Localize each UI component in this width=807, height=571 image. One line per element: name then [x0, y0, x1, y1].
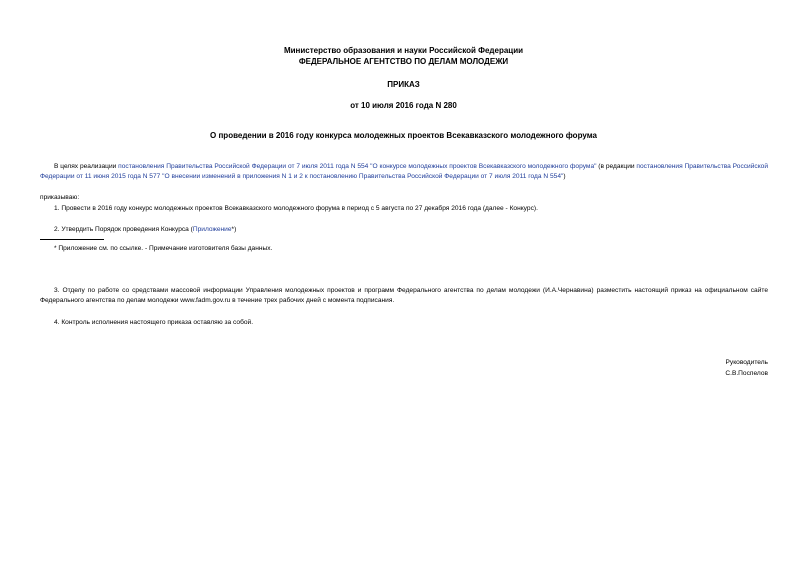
preamble-text-1: В целях реализации — [54, 163, 119, 170]
doc-type: ПРИКАЗ — [387, 80, 420, 89]
item-3: 3. Отделу по работе со средствами массовой информации Управления молодежных проектов и программ Федерального агентства по делам молодежи (И.А.Чернавина) разместить настоящий приказ на официальном сайте Федерального агентства по делам молодежи www.fadm.gov.ru в течение трех рабочих дней с момента подписания. — [40, 287, 768, 304]
agency-name: ФЕДЕРАЛЬНОЕ АГЕНТСТВО ПО ДЕЛАМ МОЛОДЕЖИ — [298, 57, 509, 66]
preamble-paragraph — [40, 162, 768, 182]
item-4: 4. Контроль исполнения настоящего приказа оставляю за собой. — [54, 319, 254, 326]
item-2 — [54, 225, 236, 235]
item-1: 1. Провести в 2016 году конкурс молодежных проектов Всекавказского молодежного форума в период с 5 августа по 27 декабря 2016 года (далее - Конкурс). — [54, 205, 538, 212]
doc-date: от 10 июля 2016 года N 280 — [350, 101, 457, 110]
item-2-text: 2. Утвердить Порядок проведения Конкурса ( — [54, 226, 193, 233]
ministry-name: Министерство образования и науки Российской Федерации — [283, 46, 524, 55]
order-word: приказываю: — [40, 194, 80, 201]
signature-name: С.В.Поспелов — [725, 370, 768, 377]
resolution-554-link[interactable]: постановления Правительства Российской Федерации от 7 июля 2011 года N 554 "О конкурсе молодежных проектов Всекавказского молодежного форума" — [118, 163, 597, 170]
item-2-tail: *) — [231, 226, 237, 233]
appendix-link[interactable]: Приложение — [192, 226, 232, 233]
resolution-577-link[interactable]: постановления Правительства Российской Федерации от 11 июня 2015 года N 577 "О внесении изменений в приложения N 1 и 2 к постановлению Правительства Российской Федерации от 7 июля 2011 года N 554" — [40, 163, 769, 180]
signature-position: Руководитель — [725, 359, 768, 366]
preamble-text-3: ) — [563, 173, 566, 180]
preamble-text-2: (в редакции — [596, 163, 637, 170]
footnote-divider — [40, 239, 104, 240]
doc-title: О проведении в 2016 году конкурса молодежных проектов Всекавказского молодежного форума — [210, 131, 597, 140]
footnote: * Приложение см. по ссылке. - Примечание изготовителя базы данных. — [54, 245, 273, 252]
